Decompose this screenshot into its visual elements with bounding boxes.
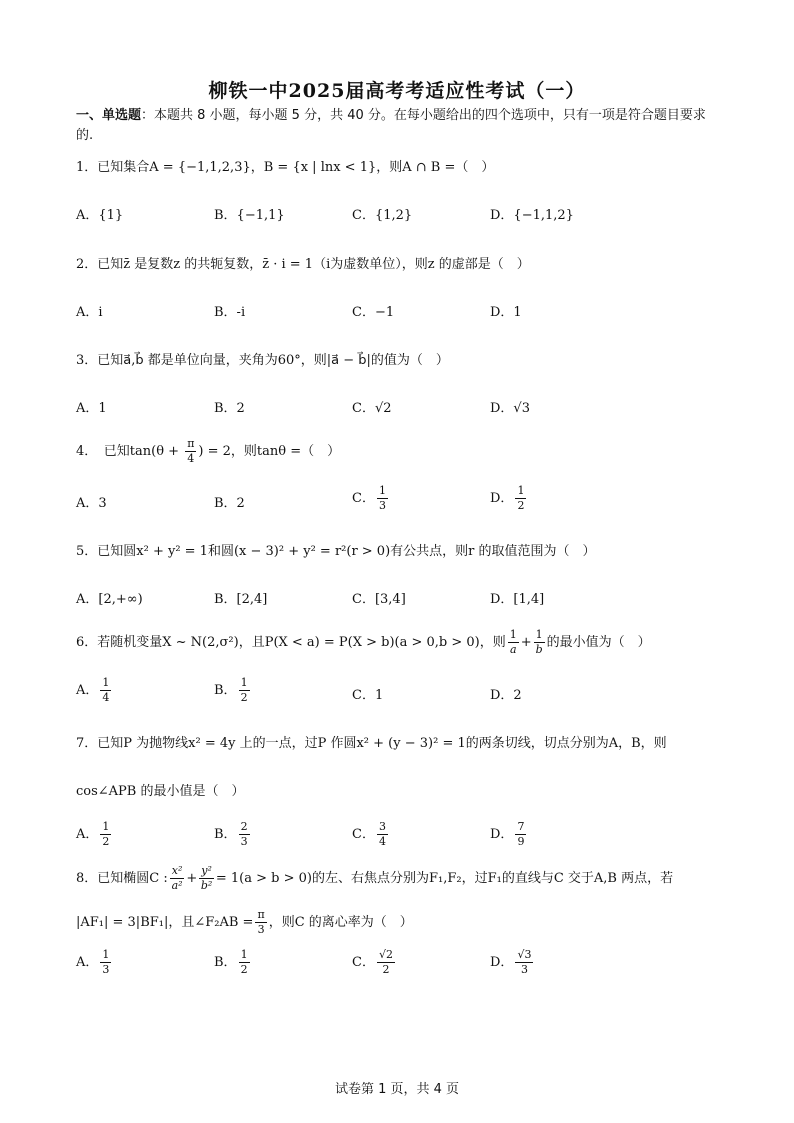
q6-b-frac: [239, 676, 250, 705]
q8-option-d: [490, 948, 535, 977]
q6-f1-den: a: [509, 643, 517, 656]
q1-option-d: D．{−1,1,2}: [490, 208, 574, 223]
q4-option-c: [352, 484, 390, 513]
q8-b-num: 1: [240, 948, 248, 961]
q5-option-d: D．[1,4]: [490, 592, 545, 607]
q6-plus: +: [520, 635, 532, 650]
q8-b-label: B．: [214, 955, 237, 970]
q3-option-a: A．1: [76, 401, 107, 416]
q8-a-frac: [100, 948, 111, 977]
q6-stem-post: 的最小值为（ ）: [546, 635, 651, 650]
q8-stem2-pre: |AF₁| = 3|BF₁|，且∠F₂AB =: [76, 915, 254, 930]
q6-stem-pre: 6．若随机变量X ~ N(2,σ²)，且P(X < a) = P(X > b)(a > 0,b > 0)，则: [76, 635, 506, 650]
q1-option-b: B．{−1,1}: [214, 208, 285, 223]
q4-c-den: 3: [378, 499, 386, 512]
q6-f2-den: b: [535, 643, 543, 656]
q6-b-den: 2: [240, 691, 248, 704]
q2-option-d: D．1: [490, 305, 522, 320]
q5-option-a: A．[2,+∞): [76, 592, 143, 607]
q7-a-den: 2: [102, 835, 110, 848]
q7-c-num: 3: [378, 820, 386, 833]
q1-option-a: A．{1}: [76, 208, 124, 223]
q7-d-num: 7: [517, 820, 525, 833]
question-8-stem: [76, 864, 726, 893]
question-6-stem: [76, 628, 726, 657]
q3-option-b: B．2: [214, 401, 245, 416]
q8-c-den: 2: [382, 963, 390, 976]
q6-option-b: [214, 676, 252, 705]
question-1-stem: 1．已知集合A = {−1,1,2,3}，B = {x | lnx < 1}，则A ∩ B =（ ）: [76, 160, 495, 175]
q7-a-label: A．: [76, 827, 99, 842]
section-instructions: [76, 106, 716, 146]
q6-a-label: A．: [76, 683, 99, 698]
q2-option-c: C．−1: [352, 305, 395, 320]
q8-d-frac: [515, 948, 533, 977]
q2-option-a: A．i: [76, 305, 103, 320]
q8-fy-num: y²: [201, 864, 212, 877]
q8-frac-x: [170, 864, 185, 893]
q7-option-c: [352, 820, 390, 849]
section-text: ：本题共 8 小题，每小题 5 分，共 40 分。在每小题给出的四个选项中，只有一项是符合题目要求的.: [76, 108, 706, 143]
question-7-stem: 7．已知P 为抛物线x² = 4y 上的一点，过P 作圆x² + (y − 3)² = 1的两条切线，切点分别为A，B，则: [76, 736, 667, 751]
q8-frac-y: [199, 864, 214, 893]
q2-option-b: B．-i: [214, 305, 246, 320]
q7-option-a: [76, 820, 113, 849]
q3-option-d: D．√3: [490, 401, 530, 416]
q8-option-b: [214, 948, 252, 977]
q4-d-label: D．: [490, 491, 514, 506]
q7-c-frac: [377, 820, 388, 849]
q4-stem-pre: 4． 已知tan(θ +: [76, 444, 184, 459]
q6-a-num: 1: [102, 676, 110, 689]
q8-a-den: 3: [102, 963, 110, 976]
q6-option-d: D．2: [490, 688, 522, 703]
q8-b-den: 2: [240, 963, 248, 976]
q4-option-b: B．2: [214, 496, 245, 511]
q8-c-num: √2: [378, 948, 393, 961]
q8-d-num: √3: [517, 948, 532, 961]
q8-stem2-den: 3: [257, 923, 265, 936]
q1-option-c: C．{1,2}: [352, 208, 413, 223]
q6-frac-1: [508, 628, 519, 657]
q5-option-b: B．[2,4]: [214, 592, 268, 607]
q6-frac-2: [534, 628, 545, 657]
q7-b-num: 2: [240, 820, 248, 833]
q6-option-c: C．1: [352, 688, 384, 703]
q8-plus: +: [186, 871, 198, 886]
q8-stem2-num: π: [257, 908, 265, 921]
q7-a-num: 1: [102, 820, 110, 833]
q7-d-label: D．: [490, 827, 514, 842]
q4-stem-post: ) = 2，则tanθ =（ ）: [198, 444, 341, 459]
question-3-stem: 3．已知a⃗,b⃗ 都是单位向量，夹角为60°，则|a⃗ − b⃗|的值为（ ）: [76, 353, 449, 368]
question-7-stem-line2: cos∠APB 的最小值是（ ）: [76, 784, 245, 799]
q4-c-num: 1: [378, 484, 386, 497]
q8-stem2-post: ，则C 的离心率为（ ）: [268, 915, 413, 930]
q7-b-label: B．: [214, 827, 237, 842]
page-title: 柳铁一中2025届高考考适应性考试（一）: [208, 80, 586, 102]
page-footer: 试卷第 1 页，共 4 页: [334, 1082, 460, 1097]
q8-option-a: [76, 948, 113, 977]
q4-option-d: [490, 484, 528, 513]
question-4-stem: [76, 437, 726, 466]
q7-d-den: 9: [517, 835, 525, 848]
q8-a-label: A．: [76, 955, 99, 970]
q4-frac-num: π: [187, 437, 195, 450]
q8-option-c: [352, 948, 397, 977]
q6-a-frac: [100, 676, 111, 705]
q8-d-label: D．: [490, 955, 514, 970]
q7-option-d: [490, 820, 528, 849]
q5-option-c: C．[3,4]: [352, 592, 406, 607]
q7-d-frac: [515, 820, 526, 849]
q4-d-den: 2: [517, 499, 525, 512]
q4-c-label: C．: [352, 491, 375, 506]
q8-fx-num: x²: [171, 864, 183, 877]
q4-fraction: [185, 437, 196, 466]
q6-f1-num: 1: [509, 628, 517, 641]
q8-stem-post: = 1(a > b > 0)的左、右焦点分别为F₁,F₂，过F₁的直线与C 交于A,B 两点，若: [215, 871, 674, 886]
q4-d-frac: [515, 484, 526, 513]
q3-option-c: C．√2: [352, 401, 392, 416]
q8-c-frac: [377, 948, 395, 977]
q4-c-frac: [377, 484, 388, 513]
question-2-stem: 2．已知z̄ 是复数z 的共轭复数，z̄ · i = 1（i为虚数单位），则z 的虚部是（ ）: [76, 257, 530, 272]
q6-a-den: 4: [102, 691, 110, 704]
q6-b-label: B．: [214, 683, 237, 698]
q4-d-num: 1: [517, 484, 525, 497]
section-heading: 一、单选题: [76, 108, 142, 123]
q7-a-frac: [100, 820, 111, 849]
q8-d-den: 3: [520, 963, 528, 976]
question-8-stem-line2: [76, 908, 726, 937]
q8-c-label: C．: [352, 955, 375, 970]
q4-frac-den: 4: [187, 452, 195, 465]
q8-fx-den: a²: [171, 879, 183, 892]
q7-option-b: [214, 820, 252, 849]
q6-b-num: 1: [240, 676, 248, 689]
q6-option-a: [76, 676, 113, 705]
q8-b-frac: [239, 948, 250, 977]
q7-c-den: 4: [378, 835, 386, 848]
q7-c-label: C．: [352, 827, 375, 842]
q8-stem-pre: 8．已知椭圆C :: [76, 871, 168, 886]
question-5-stem: 5．已知圆x² + y² = 1和圆(x − 3)² + y² = r²(r > 0)有公共点，则r 的取值范围为（ ）: [76, 544, 596, 559]
q8-a-num: 1: [102, 948, 110, 961]
q7-b-frac: [239, 820, 250, 849]
q8-fy-den: b²: [200, 879, 213, 892]
q8-stem2-frac: [255, 908, 266, 937]
q7-b-den: 3: [240, 835, 248, 848]
q6-f2-num: 1: [535, 628, 543, 641]
q4-option-a: A．3: [76, 496, 107, 511]
